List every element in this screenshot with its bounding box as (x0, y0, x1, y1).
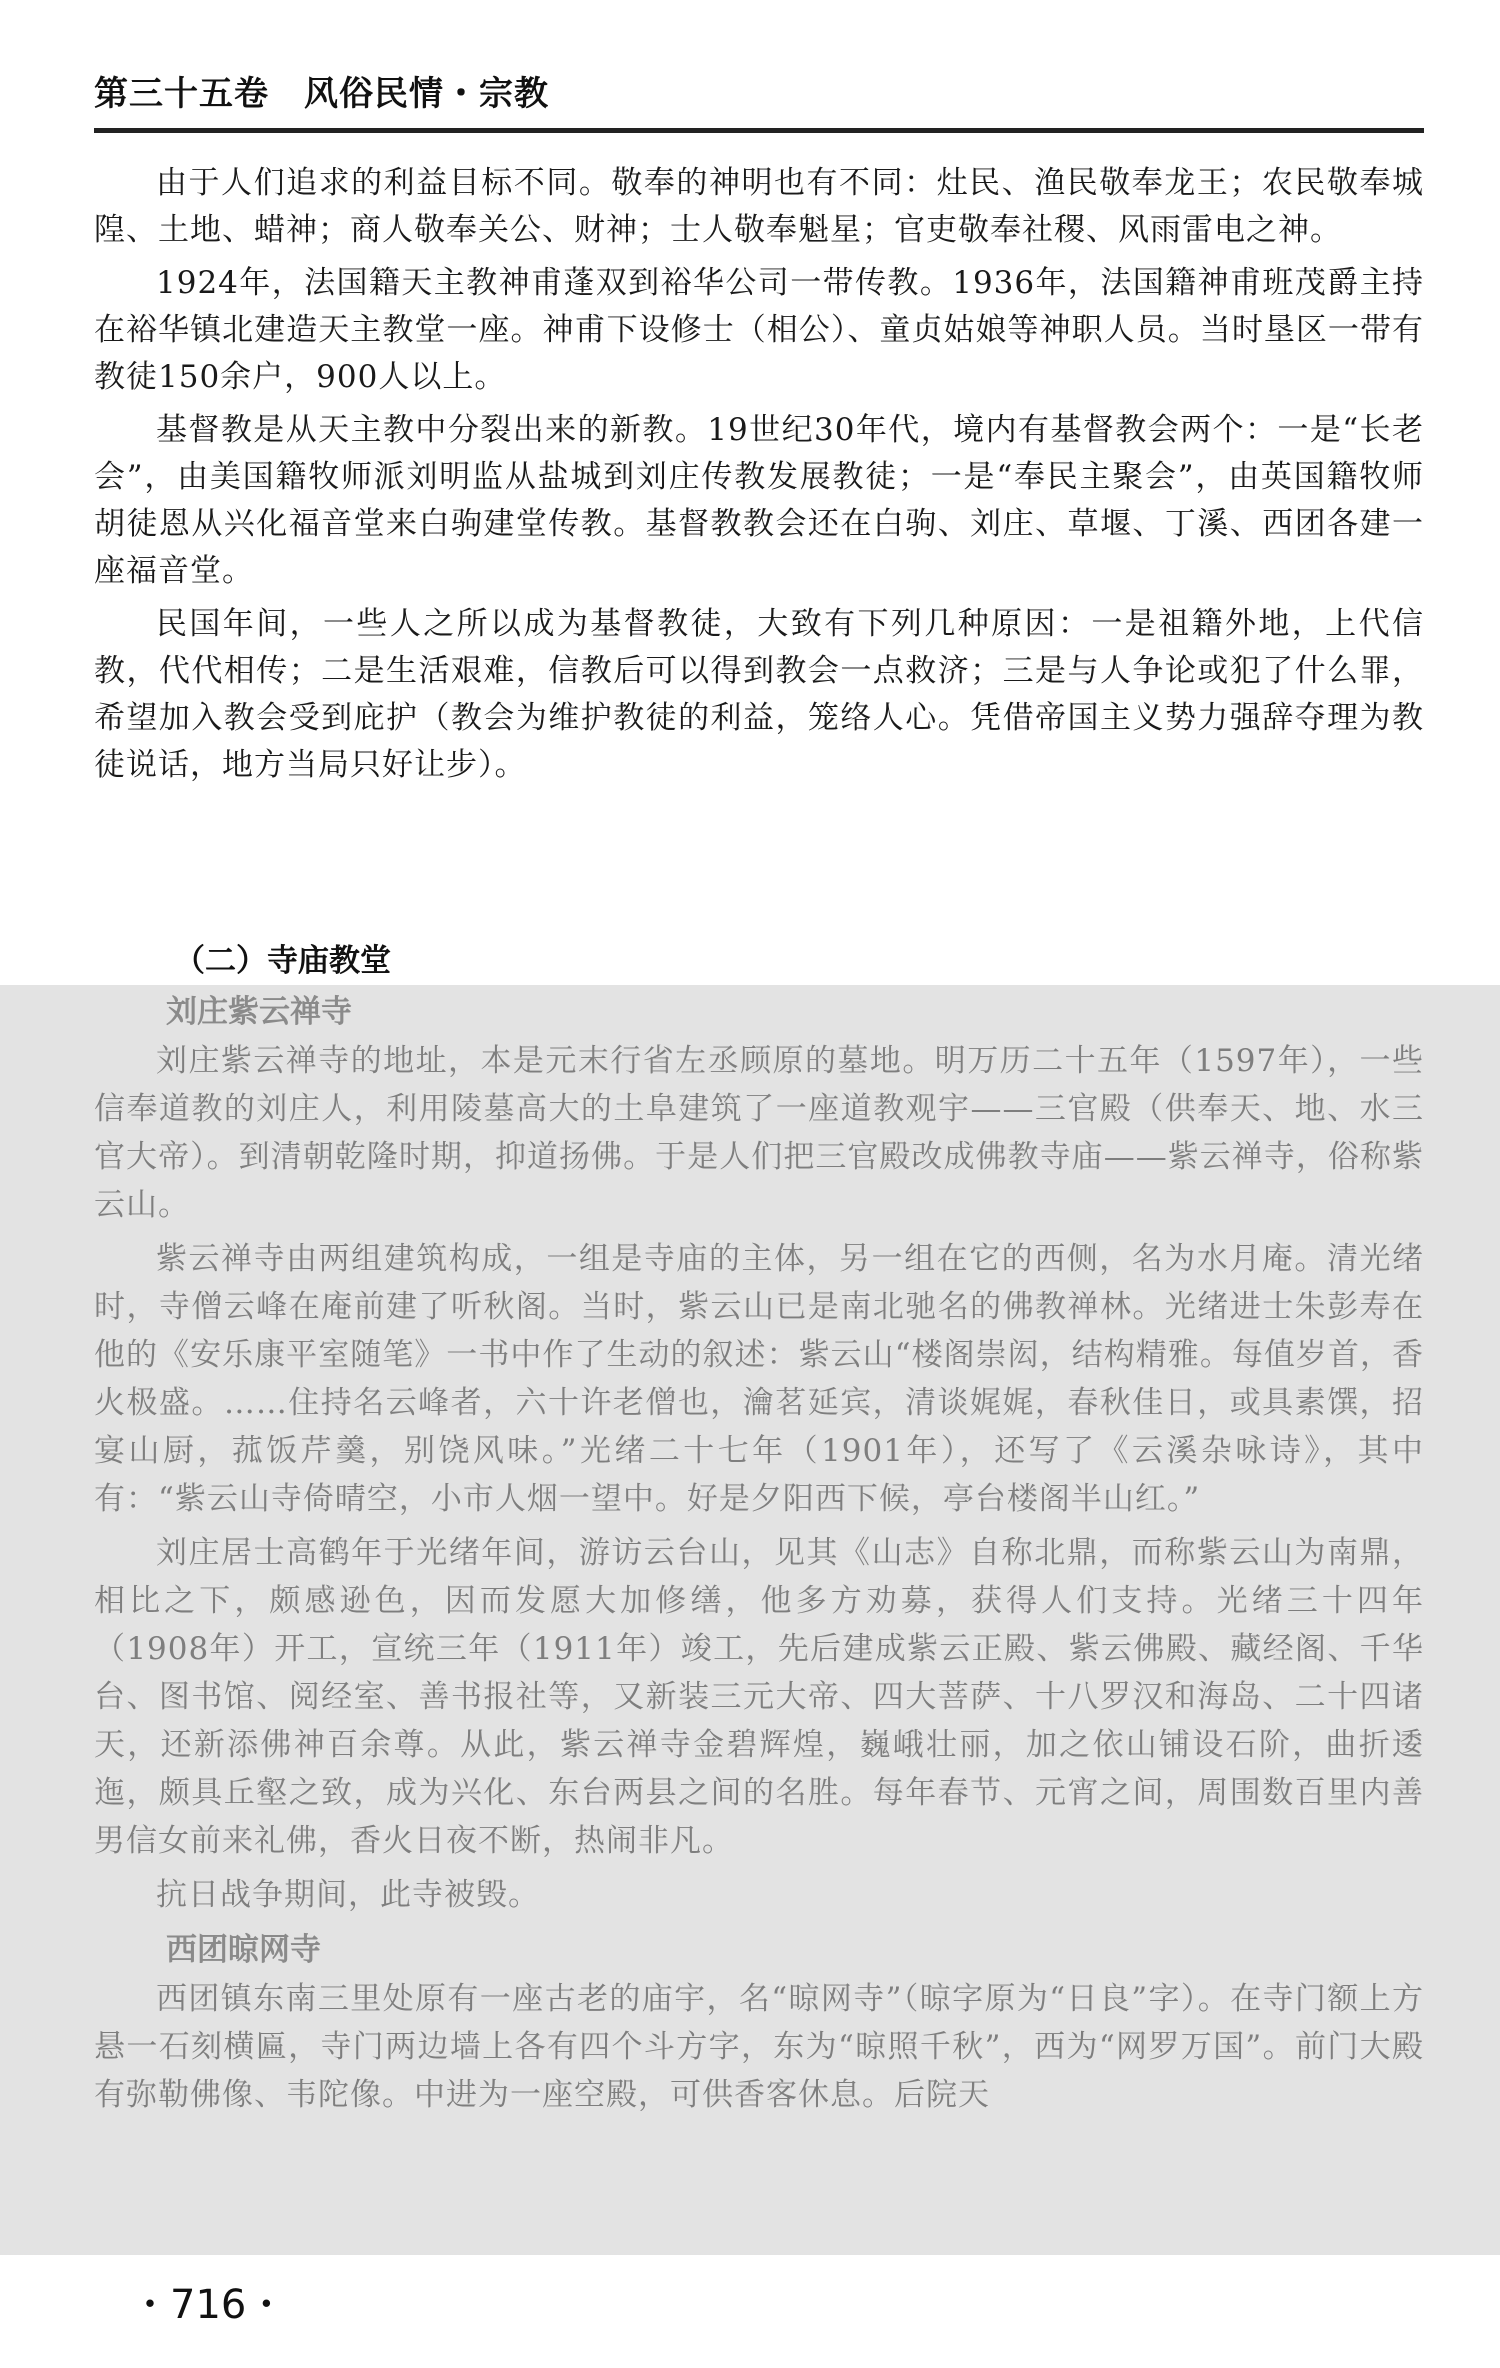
paragraph: 1924年，法国籍天主教神甫蓬双到裕华公司一带传教。1936年，法国籍神甫班茂爵主持在裕华镇北建造天主教堂一座。神甫下设修士（相公）、童贞姑娘等神职人员。当时垦区一带有教徒150余户，900人以上。 (94, 265, 1424, 395)
paragraph: 基督教是从天主教中分裂出来的新教。19世纪30年代，境内有基督教会两个：一是“长老会”，由美国籍牧师派刘明监从盐城到刘庄传教发展教徒；一是“奉民主聚会”，由英国籍牧师胡徒恩从兴化福音堂来白驹建堂传教。基督教教会还在白驹、刘庄、草堰、丁溪、西团各建一座福音堂。 (94, 412, 1424, 589)
temple-heading: 西团晾网寺 (166, 1932, 321, 1968)
temples-content (94, 987, 1424, 2125)
paragraph: 民国年间，一些人之所以成为基督教徒，大致有下列几种原因：一是祖籍外地，上代信教，代代相传；二是生活艰难，信教后可以得到教会一点救济；三是与人争论或犯了什么罪，希望加入教会受到庇护（教会为维护教徒的利益，笼络人心。凭借帝国主义势力强辞夺理为教徒说话，地方当局只好让步）。 (94, 606, 1424, 783)
paragraph: 紫云禅寺由两组建筑构成，一组是寺庙的主体，另一组在它的西侧，名为水月庵。清光绪时，寺僧云峰在庵前建了听秋阁。当时，紫云山已是南北驰名的佛教禅林。光绪进士朱彭寿在他的《安乐康平室随笔》一书中作了生动的叙述：紫云山“楼阁崇闳，结构精雅。每值岁首，香火极盛。……住持名云峰者，六十许老僧也，瀹茗延宾，清谈娓娓，春秋佳日，或具素馔，招宴山厨，菰饭芹羹，别饶风味。”光绪二十七年（1901年），还写了《云溪杂咏诗》，其中有：“紫云山寺倚晴空，小市人烟一望中。好是夕阳西下候，亭台楼阁半山红。” (94, 1241, 1424, 1517)
shaded-text-region (0, 985, 1500, 2255)
paragraph: 刘庄居士高鹤年于光绪年间，游访云台山，见其《山志》自称北鼎，而称紫云山为南鼎，相比之下，颇感逊色，因而发愿大加修缮，他多方劝募，获得人们支持。光绪三十四年（1908年）开工，宣统三年（1911年）竣工，先后建成紫云正殿、紫云佛殿、藏经阁、千华台、图书馆、阅经室、善书报社等，又新装三元大帝、四大菩萨、十八罗汉和海岛、二十四诸天，还新添佛神百余尊。从此，紫云禅寺金碧辉煌，巍峨壮丽，加之依山铺设石阶，曲折逶迤，颇具丘壑之致，成为兴化、东台两县之间的名胜。每年春节、元宵之间，周围数百里内善男信女前来礼佛，香火日夜不断，热闹非凡。 (94, 1535, 1424, 1859)
page-title: 第三十五卷 风俗民情・宗教 (94, 74, 549, 114)
section-heading: （二）寺庙教堂 (174, 943, 391, 979)
paragraph: 刘庄紫云禅寺的地址，本是元末行省左丞顾原的墓地。明万历二十五年（1597年），一些信奉道教的刘庄人，利用陵墓高大的土阜建筑了一座道教观宇——三官殿（供奉天、地、水三官大帝）。到清朝乾隆时期，抑道扬佛。于是人们把三官殿改成佛教寺庙——紫云禅寺，俗称紫云山。 (94, 1043, 1424, 1223)
page-header (94, 64, 1424, 133)
page-number: ・716・ (130, 2282, 287, 2328)
paragraph: 西团镇东南三里处原有一座古老的庙宇，名“晾网寺”（晾字原为“日良”字）。在寺门额上方悬一石刻横匾，寺门两边墙上各有四个斗方字，东为“晾照千秋”，西为“网罗万国”。前门大殿有弥勒佛像、韦陀像。中进为一座空殿，可供香客休息。后院天 (94, 1981, 1424, 2113)
header-divider (94, 128, 1424, 133)
paragraph: 由于人们追求的利益目标不同。敬奉的神明也有不同：灶民、渔民敬奉龙王；农民敬奉城隍、土地、蜡神；商人敬奉关公、财神；士人敬奉魁星；官吏敬奉社稷、风雨雷电之神。 (94, 165, 1424, 248)
intro-text-block (94, 160, 1424, 795)
paragraph: 抗日战争期间，此寺被毁。 (156, 1877, 540, 1913)
temple-heading: 刘庄紫云禅寺 (166, 994, 352, 1030)
